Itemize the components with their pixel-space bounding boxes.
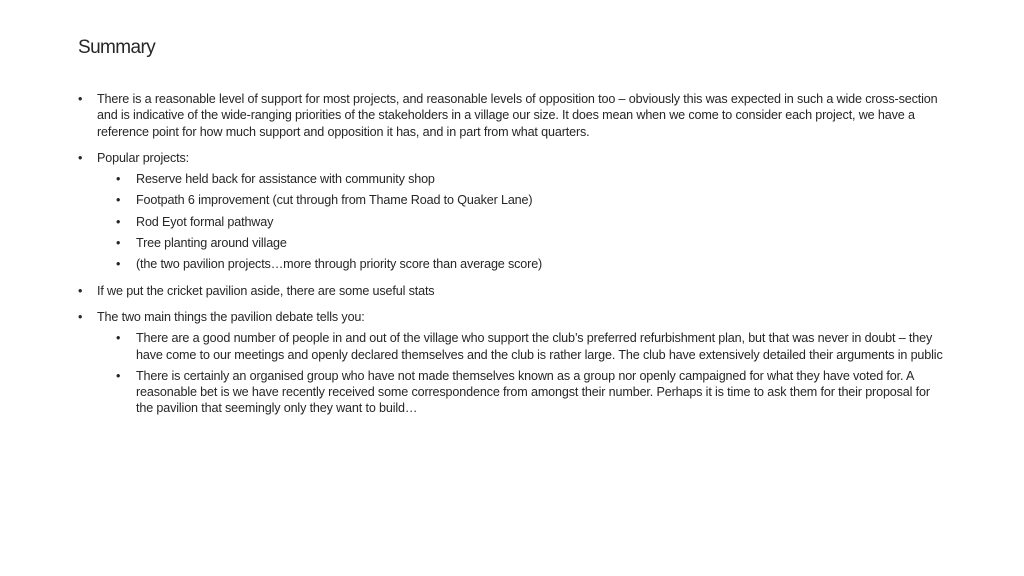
- bullet-item-popular-projects: [78, 150, 948, 273]
- sub-item-text: Footpath 6 improvement (cut through from Thame Road to Quaker Lane): [136, 193, 533, 208]
- sub-item: [97, 214, 948, 230]
- bullet-list: [78, 91, 948, 427]
- sub-item: [97, 330, 948, 363]
- bullet-text: The two main things the pavilion debate tells you:: [97, 309, 365, 324]
- sub-item: [97, 368, 948, 417]
- sub-bullet-dot: •: [116, 236, 121, 251]
- sub-bullet-dot: •: [116, 368, 121, 383]
- bullet-dot: •: [78, 283, 83, 298]
- sub-bullet-dot: •: [116, 331, 121, 346]
- sub-bullet-dot: •: [116, 172, 121, 187]
- sub-item: [97, 256, 948, 272]
- sub-item-text: There is certainly an organised group who have not made themselves known as a group nor openly campaigned for what they have voted for. A reasonable bet is we have recently received some correspondence from amongst their number. Perhaps it is time to ask them for their proposal for the pavilion that seemingly only they want to build…: [136, 368, 930, 416]
- sub-item: [97, 171, 948, 187]
- bullet-text: If we put the cricket pavilion aside, there are some useful stats: [97, 283, 435, 298]
- bullet-dot: •: [78, 150, 83, 165]
- sub-item-text: There are a good number of people in and out of the village who support the club’s preferred refurbishment plan, but that was never in doubt – they have come to our meetings and openly declared themselves and the club is rather large. The club have extensively detailed their arguments in public: [136, 331, 943, 362]
- sub-bullet-dot: •: [116, 257, 121, 272]
- bullet-text: There is a reasonable level of support for most projects, and reasonable levels of opposition too – obviously this was expected in such a wide cross-section and is indicative of the wide-ranging priorities of the stakeholders in a village our size. It does mean when we come to consider each project, we have a reference point for how much support and opposition it has, and in part from what quarters.: [97, 92, 938, 139]
- slide-title: Summary: [78, 37, 156, 58]
- sub-bullet-dot: •: [116, 214, 121, 229]
- sub-list-pavilion-debate: [97, 330, 948, 416]
- sub-item-text: (the two pavilion projects…more through priority score than average score): [136, 257, 543, 272]
- bullet-text: Popular projects:: [97, 150, 189, 165]
- sub-item-text: Tree planting around village: [136, 236, 287, 251]
- bullet-dot: •: [78, 92, 83, 106]
- sub-item: [97, 235, 948, 251]
- sub-bullet-dot: •: [116, 193, 121, 208]
- bullet-dot: •: [78, 309, 83, 324]
- bullet-item-useful-stats: [78, 283, 948, 299]
- bullet-item-pavilion-debate: [78, 309, 948, 417]
- sub-item-text: Rod Eyot formal pathway: [136, 214, 274, 229]
- sub-item-text: Reserve held back for assistance with community shop: [136, 172, 435, 187]
- sub-item: [97, 192, 948, 208]
- sub-list-popular-projects: [97, 171, 948, 272]
- bullet-item-support-opposition: [78, 91, 948, 140]
